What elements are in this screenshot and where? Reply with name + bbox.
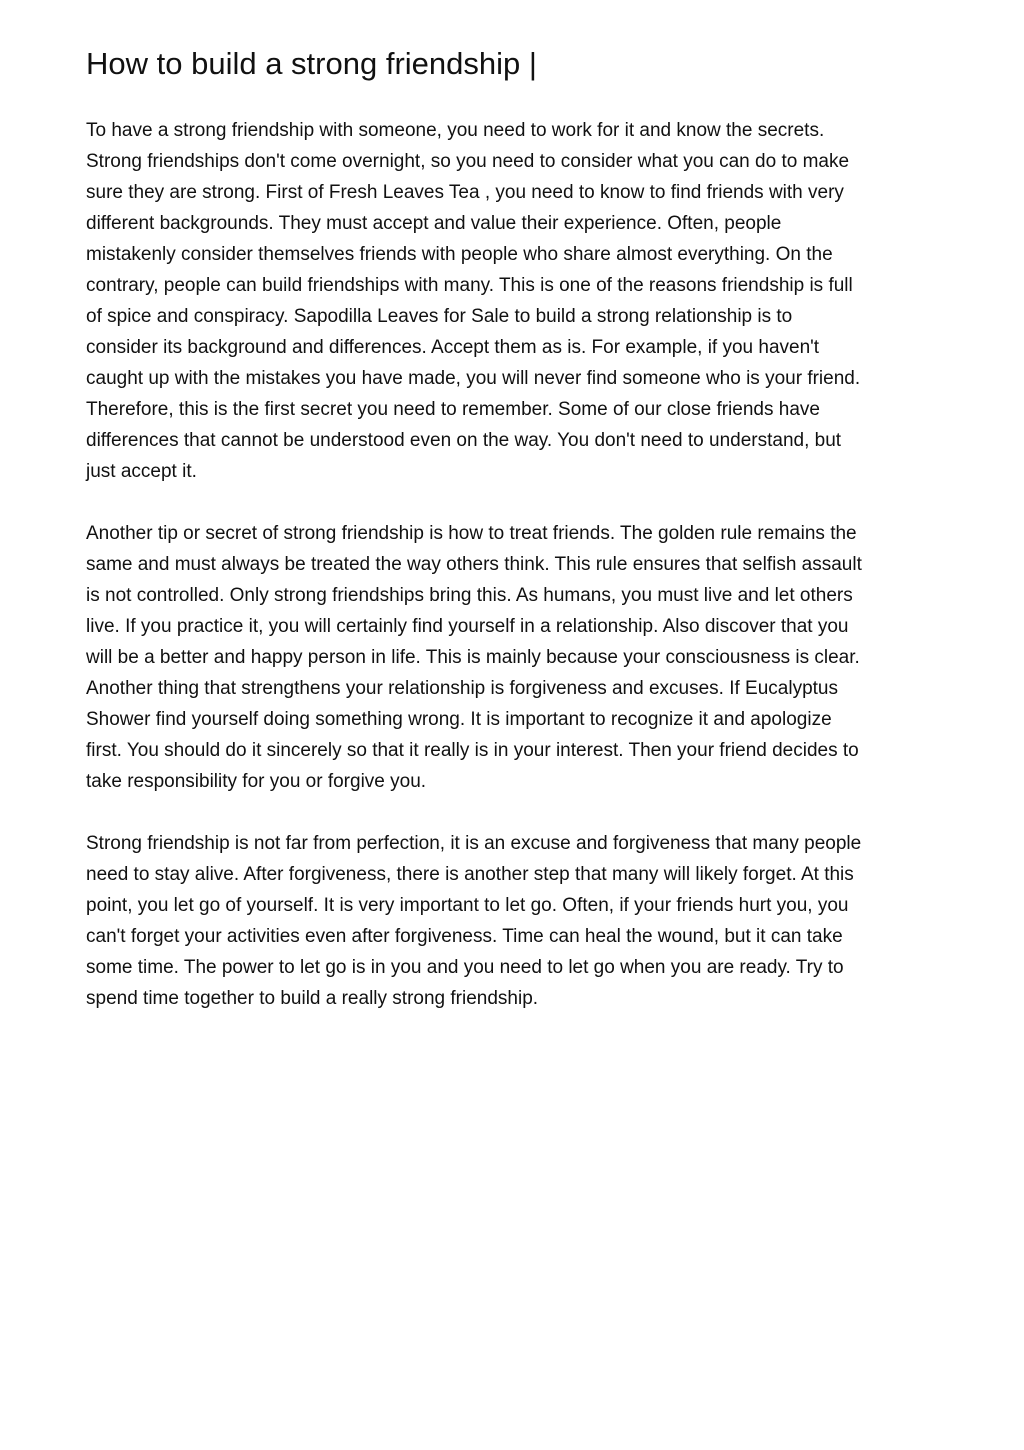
text-line: different backgrounds. They must accept and value their experience. Often, people [86, 213, 782, 234]
text-line: Another thing that strengthens your relationship is forgiveness and excuses. If Eucalyptus [86, 678, 838, 699]
text-line: will be a better and happy person in life. This is mainly because your consciousness is clear. [86, 647, 860, 668]
text-line: differences that cannot be understood even on the way. You don't need to understand, but [86, 430, 842, 451]
text-line: just accept it. [86, 461, 197, 482]
text-line: some time. The power to let go is in you and you need to let go when you are ready. Try to [86, 957, 844, 978]
text-line: contrary, people can build friendships with many. This is one of the reasons friendship is full [86, 275, 853, 296]
text-line: is not controlled. Only strong friendships bring this. As humans, you must live and let others [86, 585, 853, 606]
paragraph-1 [86, 115, 931, 487]
paragraph-3 [86, 828, 931, 1014]
text-line: caught up with the mistakes you have made, you will never find someone who is your friend. [86, 368, 861, 389]
text-line: point, you let go of yourself. It is very important to let go. Often, if your friends hurt you, you [86, 895, 849, 916]
text-line: consider its background and differences. Accept them as is. For example, if you haven't [86, 337, 820, 358]
text-line: need to stay alive. After forgiveness, there is another step that many will likely forget. At this [86, 864, 854, 885]
text-line: Strong friendship is not far from perfection, it is an excuse and forgiveness that many people [86, 833, 862, 854]
text-line: same and must always be treated the way others think. This rule ensures that selfish assault [86, 554, 862, 575]
text-line: Strong friendships don't come overnight, so you need to consider what you can do to make [86, 151, 850, 172]
document-body [86, 115, 931, 1045]
text-line: Shower find yourself doing something wrong. It is important to recognize it and apologize [86, 709, 832, 730]
document-title: How to build a strong friendship | [86, 46, 537, 81]
text-line: live. If you practice it, you will certainly find yourself in a relationship. Also discover that you [86, 616, 849, 637]
text-line: take responsibility for you or forgive you. [86, 771, 427, 792]
text-line: can't forget your activities even after forgiveness. Time can heal the wound, but it can take [86, 926, 843, 947]
text-line: first. You should do it sincerely so that it really is in your interest. Then your friend decides to [86, 740, 859, 761]
text-line: of spice and conspiracy. Sapodilla Leaves for Sale to build a strong relationship is to [86, 306, 793, 327]
text-line: Another tip or secret of strong friendship is how to treat friends. The golden rule remains the [86, 523, 857, 544]
text-line: mistakenly consider themselves friends with people who share almost everything. On the [86, 244, 833, 265]
text-line: spend time together to build a really strong friendship. [86, 988, 539, 1009]
text-line: To have a strong friendship with someone, you need to work for it and know the secrets. [86, 120, 825, 141]
text-line: Therefore, this is the first secret you need to remember. Some of our close friends have [86, 399, 820, 420]
text-line: sure they are strong. First of Fresh Leaves Tea , you need to know to find friends with very [86, 182, 844, 203]
paragraph-2 [86, 518, 931, 797]
